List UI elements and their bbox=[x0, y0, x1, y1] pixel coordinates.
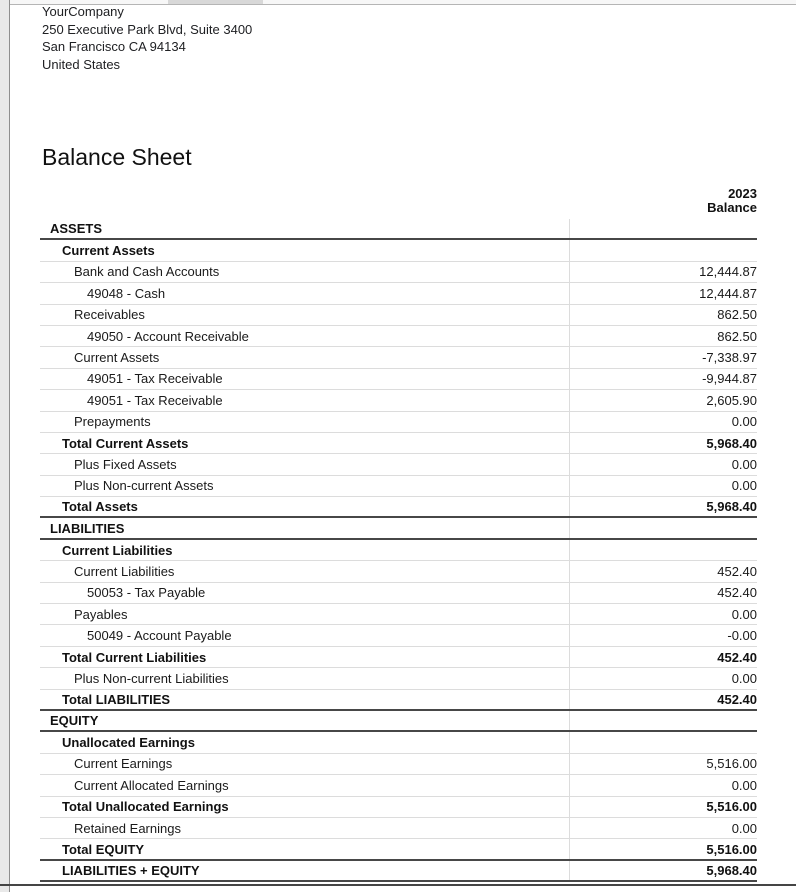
page-left-edge bbox=[0, 0, 10, 892]
row-label: Payables bbox=[40, 604, 570, 624]
row-label: 49051 - Tax Receivable bbox=[40, 369, 570, 389]
table-row bbox=[40, 454, 757, 475]
company-address: 250 Executive Park Blvd, Suite 3400 bbox=[42, 21, 253, 37]
row-label: LIABILITIES + EQUITY bbox=[40, 861, 570, 880]
row-label: EQUITY bbox=[40, 711, 570, 730]
table-row bbox=[40, 690, 757, 711]
row-label: 50049 - Account Payable bbox=[40, 625, 570, 645]
row-value: 12,444.87 bbox=[699, 264, 757, 280]
table-row bbox=[40, 775, 757, 796]
table-row bbox=[40, 283, 757, 304]
company-country: United States bbox=[42, 56, 121, 72]
table-row bbox=[40, 583, 757, 604]
row-value: 2,605.90 bbox=[706, 392, 757, 408]
row-label: Receivables bbox=[40, 305, 570, 325]
company-name: YourCompany bbox=[42, 4, 124, 19]
table-row bbox=[40, 390, 757, 411]
table-row bbox=[40, 540, 757, 561]
table-row bbox=[40, 369, 757, 390]
table-row bbox=[40, 839, 757, 860]
row-value: 0.00 bbox=[731, 670, 757, 686]
balance-table bbox=[40, 186, 757, 882]
row-label: Plus Non-current Assets bbox=[40, 476, 570, 496]
row-label: Total Unallocated Earnings bbox=[40, 797, 570, 817]
row-value: 0.00 bbox=[731, 478, 757, 494]
company-block bbox=[42, 3, 252, 73]
table-row bbox=[40, 518, 757, 539]
row-value: 0.00 bbox=[731, 606, 757, 622]
row-value: 452.40 bbox=[717, 649, 757, 665]
column-header-year: 2023 bbox=[728, 186, 757, 201]
table-row bbox=[40, 711, 757, 732]
row-value: 5,516.00 bbox=[706, 756, 757, 772]
table-row bbox=[40, 305, 757, 326]
row-value: 12,444.87 bbox=[699, 285, 757, 301]
row-value: 0.00 bbox=[731, 777, 757, 793]
row-label: Bank and Cash Accounts bbox=[40, 262, 570, 282]
row-label: 49050 - Account Receivable bbox=[40, 326, 570, 346]
row-label: Total Current Liabilities bbox=[40, 647, 570, 667]
row-label: 49048 - Cash bbox=[40, 283, 570, 303]
column-header-label: Balance bbox=[707, 200, 757, 215]
table-row bbox=[40, 476, 757, 497]
table-row bbox=[40, 561, 757, 582]
table-row bbox=[40, 818, 757, 839]
company-city: San Francisco CA 94134 bbox=[42, 39, 186, 54]
row-value: 5,968.40 bbox=[706, 862, 757, 878]
table-row bbox=[40, 797, 757, 818]
row-value: -7,338.97 bbox=[702, 350, 757, 366]
row-label: Total Assets bbox=[40, 497, 570, 516]
row-label: Unallocated Earnings bbox=[40, 732, 570, 752]
table-row bbox=[40, 754, 757, 775]
table-row bbox=[40, 647, 757, 668]
bottom-divider bbox=[0, 884, 796, 886]
row-label: Current Allocated Earnings bbox=[40, 775, 570, 795]
table-row bbox=[40, 668, 757, 689]
row-value: 5,968.40 bbox=[706, 499, 757, 515]
row-label: Current Liabilities bbox=[40, 561, 570, 581]
row-label: Retained Earnings bbox=[40, 818, 570, 838]
row-value: 452.40 bbox=[717, 563, 757, 579]
row-label: LIABILITIES bbox=[40, 518, 570, 537]
column-header-balance bbox=[40, 186, 757, 219]
table-row bbox=[40, 732, 757, 753]
row-label: Current Assets bbox=[40, 240, 570, 260]
row-label: Current Liabilities bbox=[40, 540, 570, 560]
table-row bbox=[40, 240, 757, 261]
row-value: 5,968.40 bbox=[706, 435, 757, 451]
row-label: Current Earnings bbox=[40, 754, 570, 774]
row-label: Total Current Assets bbox=[40, 433, 570, 453]
row-label: Prepayments bbox=[40, 412, 570, 432]
table-row bbox=[40, 433, 757, 454]
row-label: Total EQUITY bbox=[40, 839, 570, 858]
row-value: -9,944.87 bbox=[702, 371, 757, 387]
table-row bbox=[40, 861, 757, 882]
table-row bbox=[40, 497, 757, 518]
table-row bbox=[40, 219, 757, 240]
row-value: 5,516.00 bbox=[706, 841, 757, 857]
table-row bbox=[40, 604, 757, 625]
row-value: 452.40 bbox=[717, 691, 757, 707]
row-value: 0.00 bbox=[731, 456, 757, 472]
report-title: Balance Sheet bbox=[42, 144, 192, 170]
row-label: 50053 - Tax Payable bbox=[40, 583, 570, 603]
row-label: Plus Non-current Liabilities bbox=[40, 668, 570, 688]
table-row bbox=[40, 625, 757, 646]
row-value: 862.50 bbox=[717, 307, 757, 323]
row-value: 0.00 bbox=[731, 820, 757, 836]
row-label: Total LIABILITIES bbox=[40, 690, 570, 709]
row-value: 862.50 bbox=[717, 328, 757, 344]
table-row bbox=[40, 412, 757, 433]
row-value: 0.00 bbox=[731, 414, 757, 430]
row-label: Plus Fixed Assets bbox=[40, 454, 570, 474]
row-label: 49051 - Tax Receivable bbox=[40, 390, 570, 410]
row-value: -0.00 bbox=[727, 628, 757, 644]
row-value: 5,516.00 bbox=[706, 799, 757, 815]
table-row bbox=[40, 326, 757, 347]
table-row bbox=[40, 347, 757, 368]
row-value: 452.40 bbox=[717, 585, 757, 601]
balance-table-body bbox=[40, 219, 757, 882]
row-label: ASSETS bbox=[40, 219, 570, 238]
table-row bbox=[40, 262, 757, 283]
row-label: Current Assets bbox=[40, 347, 570, 367]
